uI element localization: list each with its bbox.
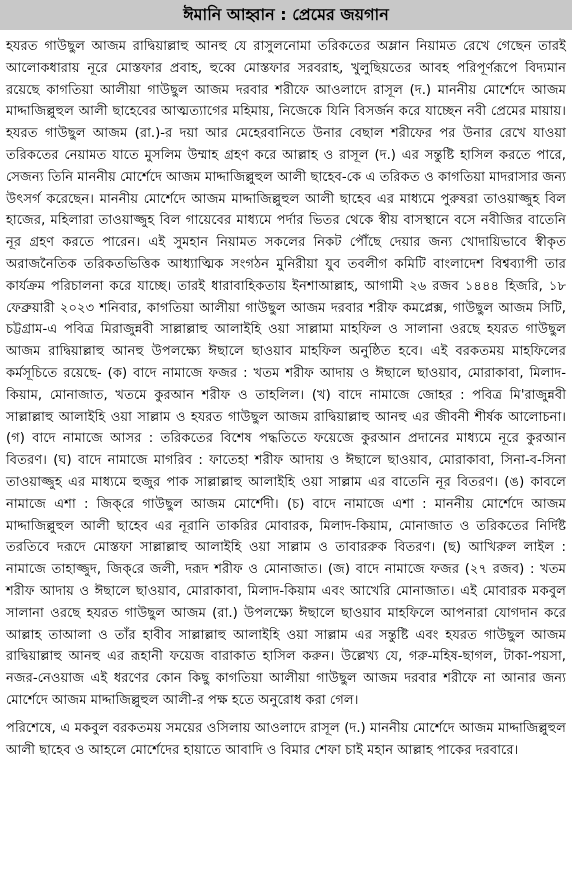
page-title: ঈমানি আহ্বান : প্রেমের জয়গান bbox=[0, 0, 572, 30]
body-paragraph: হযরত গাউছুল আজম রাদ্বিয়াল্লাহু আনহু যে রাসুলনোমা তরিকতের অম্লান নিয়ামত রেখে গেছেন তারই আলোকধারায় নূরে মোস্তফার প্রবাহ, হুব্বে মোস্তফার সরবরাহ, খুলুছিয়তের আবহ পরিপূর্ণরূপে বিদ্যমান রয়েছে কাগতিয়া আলীয়া গাউছুল আজম দরবার শরীফে আওলাদে রাসূল (দ.) মাননীয় মোর্শেদে আজম মাদ্দাজিল্লুহুল আলী ছাহেবের আত্মত্যাগের মহিমায়, নিজেকে যিনি বিসর্জন করে যাচ্ছেন নবী প্রেমের মায়ায়। হযরত গাউছুল আজম (রা.)-র দয়া আর মেহেরবানিতে উনার বেছাল শরীফের পর উনার রেখে যাওয়া তরিকতের নেয়ামত যাতে মুসলিম উম্মাহ গ্রহণ করে আল্লাহ ও রাসূল (দ.) এর সন্তুষ্টি হাসিল করতে পারে, সেজন্য তিনি মাননীয় মোর্শেদে আজম মাদ্দাজিল্লুহুল আলী ছাহেব-কে এ তরিকত ও কাগতিয়া মাদরাসার জন্য উৎসর্গ করেছেন। মাননীয় মোর্শেদে আজম মাদ্দাজিল্লুহুল আলী ছাহেব এর মাধ্যমে পুরুষরা তাওয়াজ্জুহ বিল হাজের, মহিলারা তাওয়াজ্জুহ বিল গায়েবের মাধ্যমে পর্দার ভিতর থেকে স্বীয় বাসস্থানে বসে নবীজির বাতেনি নূর গ্রহণ করতে পারেন। এই সুমহান নিয়ামত সকলের নিকট পৌঁছে দেয়ার জন্য খোদায়িভাবে স্বীকৃত অরাজনৈতিক তরিকতভিত্তিক আধ্যাত্মিক সংগঠন মুনিরীয়া যুব তবলীগ কমিটি বাংলাদেশ বিশ্বব্যাপী তার কার্যক্রম পরিচালনা করে যাচ্ছে। তারই ধারাবাহিকতায় ইনশাআল্লাহ, আগামী ২৬ রজব ১৪৪৪ হিজরি, ১৮ ফেব্রুয়ারী ২০২৩ শনিবার, কাগতিয়া আলীয়া গাউছুল আজম দরবার শরীফ কমপ্লেক্স, গাউছুল আজম সিটি, চট্টগ্রাম-এ পবিত্র মিরাজুন্নবী সাল্লাল্লাহু আলাইহি ওয়া সাল্লামা মাহফিল ও সালানা ওরছে হযরত গাউছুল আজম রাদ্বিয়াল্লাহু আনহু উপলক্ষ্যে ঈছালে ছাওয়াব মাহফিল অনুষ্ঠিত হবে। এই বরকতময় মাহফিলের কর্মসূচিতে রয়েছে- (ক) বাদে নামাজে ফজর : খতম শরীফ আদায় ও ঈছালে ছাওয়াব, মোরাকাবা, মিলাদ-কিয়াম, মোনাজাত, খতমে কুরআন শরীফ ও তাহলিল। (খ) বাদে নামাজে জোহর : পবিত্র মি'রাজুন্নবী সাল্লাল্লাহু আলাইহি ওয়া সাল্লাম ও হযরত গাউছুল আজম রাদ্বিয়াল্লাহু আনহু এর জীবনী শীর্ষক আলোচনা। (গ) বাদে নামাজে আসর : তরিকতের বিশেষ পদ্ধতিতে ফয়েজে কুরআন প্রদানের মাধ্যমে নূরে কুরআন বিতরণ। (ঘ) বাদে নামাজে মাগরিব : ফাতেহা শরীফ আদায় ও ঈছালে ছাওয়াব, মোরাকাবা, সিনা-ব-সিনা তাওয়াজ্জুহ এর মাধ্যমে হুজুর পাক সাল্লাল্লাহু আলাইহি ওয়া সাল্লাম এর বাতেনি নূর বিতরণ। (ঙ) কাবলে নামাজে এশা : জিক্‌রে গাউছুল আজম মোর্শেদী। (চ) বাদে নামাজে এশা : মাননীয় মোর্শেদে আজম মাদ্দাজিল্লুহুল আলী ছাহেব এর নূরানি তাকরির মোবারক, মিলাদ-কিয়াম, মোনাজাত ও তরিকতের নির্দিষ্ট তরতিবে দরূদে মোস্তফা সাল্লাল্লাহু আলাইহি ওয়া সাল্লাম ও তাবাররুক বিতরণ। (ছ) আখিরুল লাইল : নামাজে তাহাজ্জুদ, জিক্‌রে জলী, দরূদ শরীফ ও মোনাজাত। (জ) বাদে নামাজে ফজর (২৭ রজব) : খতম শরীফ আদায় ও ঈছালে ছাওয়াব, মোরাকাবা, মিলাদ-কিয়াম এবং আখেরি মোনাজাত। এই মোবারক মকবুল সালানা ওরছে হযরত গাউছুল আজম (রা.) উপলক্ষ্যে ঈছালে ছাওয়াব মাহফিলে আপনারা যোগদান করে আল্লাহ তাআলা ও তাঁর হাবীব সাল্লাল্লাহু আলাইহি ওয়া সাল্লাম এর সন্তুষ্টি এবং হযরত গাউছুল আজম রাদ্বিয়াল্লাহু আনহু এর রূহানী ফয়েজ বারাকাত হাসিল করুন। উল্লেখ্য যে, গরু-মহিষ-ছাগল, টাকা-পয়সা, নজর-নেওয়াজ এই ধরণের কোন কিছু কাগতিয়া আলীয়া গাউছুল আজম দরবার শরীফে না আনার জন্য মোর্শেদে আজম মাদ্দাজিল্লুহুল আলী-র পক্ষ হতে অনুরোধ করা গেল। bbox=[6, 39, 566, 708]
closing-paragraph: পরিশেষে, এ মকবুল বরকতময় সময়ের ওসিলায় আওলাদে রাসূল (দ.) মাননীয় মোর্শেদে আজম মাদ্দাজিল্লুহুল আলী ছাহেব ও আহলে মোর্শেদের হায়াতে আবাদি ও বিমার শেফা চাই মহান আল্লাহ পাকের দরবারে। bbox=[6, 720, 566, 758]
